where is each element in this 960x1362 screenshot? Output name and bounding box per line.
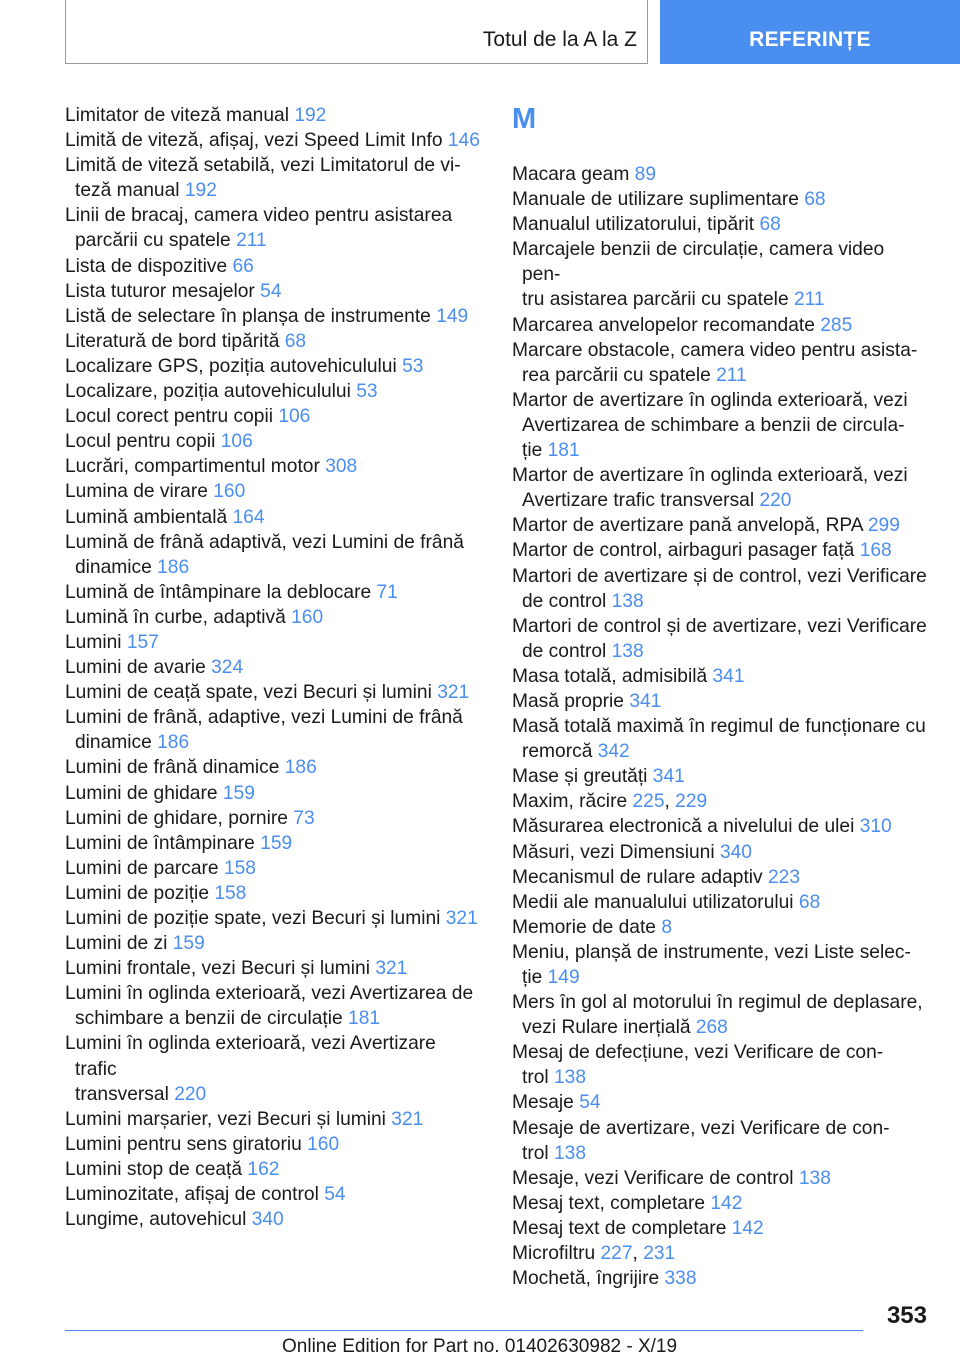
page-reference-link[interactable]: 168 xyxy=(859,540,892,562)
page-reference-link[interactable]: 231 xyxy=(643,1243,676,1265)
page-reference-link[interactable]: 142 xyxy=(731,1217,764,1239)
index-entry-term: Marcajele benzii de circulație, camera video pen- tru asistarea parcării cu spatele xyxy=(512,239,885,311)
index-entry xyxy=(65,1157,480,1182)
index-entry-term: Limitator de viteză manual xyxy=(65,105,289,126)
index-entry-term: Maxim, răcire xyxy=(512,791,628,813)
index-entry-term: Masa totală, admisibilă xyxy=(512,665,708,687)
index-entry xyxy=(512,513,927,538)
index-entry xyxy=(512,1191,927,1216)
index-entry-term: Lumini de avarie xyxy=(65,657,206,679)
page-reference-link[interactable]: 68 xyxy=(798,891,821,913)
page-reference-link[interactable]: 181 xyxy=(348,1008,381,1030)
index-entry xyxy=(65,304,480,329)
index-entry-term: Martor de avertizare pană anvelopă, RPA xyxy=(512,515,863,537)
index-entry-term: Luminozitate, afișaj de control xyxy=(65,1184,319,1206)
page-reference-link[interactable]: 299 xyxy=(867,515,900,537)
page-reference-link[interactable]: 160 xyxy=(213,481,246,503)
page-reference-link[interactable]: 341 xyxy=(652,766,685,788)
index-entry-term: Masă totală maximă în regimul de funcționare cu remorcă xyxy=(512,716,926,763)
index-entry-term: Listă de selectare în planșa de instrumente xyxy=(65,305,431,327)
index-entry-term: Lumini pentru sens giratoriu xyxy=(65,1133,302,1155)
index-entry xyxy=(512,614,927,664)
index-entry xyxy=(65,404,480,429)
index-entry xyxy=(512,865,927,890)
index-entry-term: Lista tuturor mesajelor xyxy=(65,280,255,302)
index-entry xyxy=(512,564,927,614)
index-entry-term: Lumini de întâmpinare xyxy=(65,832,255,854)
page-reference-link[interactable]: 138 xyxy=(554,1142,587,1164)
index-entry-term: Lumini marșarier, vezi Becuri și lumini xyxy=(65,1108,386,1130)
page-reference-link[interactable]: 225 xyxy=(632,791,665,813)
page-reference-link[interactable]: 159 xyxy=(172,933,205,955)
index-entry xyxy=(512,915,927,940)
index-entry-term: Medii ale manualului utilizatorului xyxy=(512,891,794,913)
index-entry-term: Marcare obstacole, camera video pentru asista- rea parcării cu spatele xyxy=(512,339,918,386)
index-entry xyxy=(512,1090,927,1115)
index-entry-term: Mesaje, vezi Verificare de control xyxy=(512,1167,794,1189)
index-entry-term: Lumini în oglinda exterioară, vezi Avertizarea de schimbare a benzii de circulație xyxy=(65,983,474,1030)
footer-divider xyxy=(65,1330,863,1331)
index-entry-term: Limită de viteză, afișaj, vezi Speed Limit Info xyxy=(65,130,443,152)
page-reference-link[interactable]: 340 xyxy=(251,1209,284,1231)
page-reference-link[interactable]: 53 xyxy=(402,355,424,377)
index-entry xyxy=(65,831,480,856)
index-entry xyxy=(65,1182,480,1207)
page-reference-link[interactable]: 220 xyxy=(759,490,792,512)
page-reference-link[interactable]: 66 xyxy=(232,255,254,277)
index-entry-term: Manualul utilizatorului, tipărit xyxy=(512,214,755,236)
index-entry xyxy=(65,479,480,504)
page-reference-link[interactable]: 310 xyxy=(859,816,892,838)
index-entry xyxy=(512,764,927,789)
page-reference-link[interactable]: 341 xyxy=(712,665,745,687)
tab-referinte-label: REFERINȚE xyxy=(749,28,871,51)
index-entry xyxy=(65,1031,480,1106)
page-reference-link[interactable]: 159 xyxy=(222,782,255,804)
index-entry xyxy=(512,814,927,839)
page-reference-link[interactable]: 68 xyxy=(759,214,781,236)
page-reference-link[interactable]: 146 xyxy=(447,130,480,152)
index-entry xyxy=(65,655,480,680)
index-entry-term: Lumini frontale, vezi Becuri și lumini xyxy=(65,958,370,980)
index-entry xyxy=(512,940,927,990)
page-reference-link[interactable]: 138 xyxy=(798,1167,831,1189)
page-reference-link[interactable]: 321 xyxy=(375,958,408,980)
index-entry-term: Literatură de bord tipărită xyxy=(65,330,280,352)
page-reference-link[interactable]: 138 xyxy=(554,1067,587,1089)
index-entry xyxy=(65,454,480,479)
index-entry xyxy=(512,714,927,764)
index-entry xyxy=(65,856,480,881)
index-entry-term: Lumini stop de ceață xyxy=(65,1158,243,1180)
index-entry xyxy=(65,530,480,580)
index-entry xyxy=(512,990,927,1040)
page-reference-link[interactable]: 89 xyxy=(634,164,656,185)
page-reference-link[interactable]: 157 xyxy=(126,631,159,653)
index-entry-term: Martor de control, airbaguri pasager față xyxy=(512,540,855,562)
index-entry xyxy=(65,630,480,655)
index-entry-term: Mers în gol al motorului în regimul de deplasare, vezi Rulare inerțială xyxy=(512,992,923,1039)
index-entry xyxy=(65,128,480,153)
index-entry xyxy=(65,1207,480,1232)
page-reference-link[interactable]: 324 xyxy=(211,657,244,679)
page-reference-link[interactable]: 158 xyxy=(223,857,256,879)
page-reference-link[interactable]: 192 xyxy=(294,105,327,126)
index-entry xyxy=(65,881,480,906)
index-entry-term: Mesaje xyxy=(512,1092,574,1114)
page-reference-link[interactable]: 54 xyxy=(324,1184,346,1206)
index-entry xyxy=(65,1107,480,1132)
index-entry-term: Lungime, autovehicul xyxy=(65,1209,247,1231)
index-entry-term: Lumini de ceață spate, vezi Becuri și lumini xyxy=(65,682,432,704)
index-entry-term: Lumină în curbe, adaptivă xyxy=(65,606,286,628)
page-reference-link[interactable]: 73 xyxy=(293,807,315,829)
index-entry xyxy=(65,605,480,630)
index-entry-term: Lumini de ghidare xyxy=(65,782,218,804)
index-entry xyxy=(65,580,480,605)
index-entry xyxy=(512,689,927,714)
index-entry xyxy=(512,338,927,388)
tab-referinte[interactable] xyxy=(660,0,960,64)
index-entry-term: Martor de avertizare în oglinda exterioară, vezi Avertizarea de schimbare a benzii de circula- ție xyxy=(512,389,908,462)
index-entry-term: Lumini de parcare xyxy=(65,857,219,879)
index-list-right xyxy=(512,162,927,1291)
page-reference-link[interactable]: 186 xyxy=(157,732,190,754)
index-entry-term: Manuale de utilizare suplimentare xyxy=(512,189,799,211)
index-entry-term: Mesaj de defecțiune, vezi Verificare de con- trol xyxy=(512,1042,884,1089)
index-entry-term: Lumini de poziție spate, vezi Becuri și lumini xyxy=(65,908,441,929)
index-entry-term: Mesaje de avertizare, vezi Verificare de con- trol xyxy=(512,1117,890,1164)
index-entry-term: Mochetă, îngrijire xyxy=(512,1268,660,1290)
page-reference-link[interactable]: 54 xyxy=(260,280,282,302)
index-entry-term: Martor de avertizare în oglinda exterioară, vezi Avertizare trafic transversal xyxy=(512,465,908,512)
index-entry xyxy=(65,981,480,1031)
page-reference-link[interactable]: 149 xyxy=(547,967,580,988)
index-entry-term: Măsuri, vezi Dimensiuni xyxy=(512,841,715,863)
index-entry xyxy=(65,505,480,530)
page-reference-link[interactable]: 164 xyxy=(232,506,265,528)
page-reference-link[interactable]: 192 xyxy=(184,180,217,202)
index-entry xyxy=(512,187,927,212)
index-entry xyxy=(65,781,480,806)
page-reference-link[interactable]: 160 xyxy=(307,1133,340,1155)
page-reference-link[interactable]: 285 xyxy=(820,314,853,336)
index-entry xyxy=(512,1040,927,1090)
index-entry xyxy=(512,890,927,915)
index-entry-term: Mesaj text de completare xyxy=(512,1217,727,1239)
header-box xyxy=(65,0,648,64)
page-reference-link[interactable]: 68 xyxy=(284,330,307,352)
index-entry xyxy=(512,237,927,312)
index-entry-term: Masă proprie xyxy=(512,690,624,712)
index-entry-term: Marcarea anvelopelor recomandate xyxy=(512,314,815,336)
page-number: 353 xyxy=(886,1302,927,1329)
page-reference-link[interactable]: 220 xyxy=(174,1083,207,1105)
index-entry xyxy=(65,806,480,831)
index-entry-term: Locul corect pentru copii xyxy=(65,406,273,428)
index-entry-term: Limită de viteză setabilă, vezi Limitatorul de vi- teză manual xyxy=(65,155,461,202)
page-reference-link[interactable]: 227 xyxy=(600,1243,633,1265)
index-entry xyxy=(65,103,480,128)
page-reference-link[interactable]: 321 xyxy=(437,682,470,704)
index-entry xyxy=(512,162,927,187)
page-reference-link[interactable]: 308 xyxy=(325,456,358,478)
index-entry-term: Macara geam xyxy=(512,164,630,185)
index-entry xyxy=(512,463,927,513)
page-reference-link[interactable]: 138 xyxy=(611,640,644,662)
index-entry-term: Memorie de date xyxy=(512,916,656,938)
page-reference-link[interactable]: 342 xyxy=(597,741,630,763)
page-reference-link[interactable]: 223 xyxy=(767,866,800,888)
index-entry-term: Lumini de ghidare, pornire xyxy=(65,807,288,829)
index-entry xyxy=(512,1266,927,1291)
index-entry xyxy=(65,680,480,705)
index-entry-term: Mecanismul de rulare adaptiv xyxy=(512,866,763,888)
page-reference-link[interactable]: 321 xyxy=(445,908,478,929)
index-entry xyxy=(512,664,927,689)
index-entry-term: Lumină de frână adaptivă, vezi Lumini de frână dinamice xyxy=(65,531,464,578)
page-reference-link[interactable]: 159 xyxy=(260,832,293,854)
page-reference-link[interactable]: 186 xyxy=(157,556,190,578)
index-entry-term: Microfiltru xyxy=(512,1243,596,1265)
page-reference-link[interactable]: 211 xyxy=(793,289,825,311)
index-entry-term: Lumină ambientală xyxy=(65,506,228,528)
index-entry xyxy=(65,254,480,279)
page-reference-link[interactable]: 68 xyxy=(804,189,826,211)
page-reference-link[interactable]: 158 xyxy=(214,882,247,904)
index-entry-term: Lumini de zi xyxy=(65,933,168,955)
index-entry-term: Localizare GPS, poziția autovehiculului xyxy=(65,355,397,377)
index-entry xyxy=(512,538,927,563)
page-reference-link[interactable]: 211 xyxy=(716,364,747,386)
page-reference-link[interactable]: 268 xyxy=(695,1017,728,1039)
index-entry xyxy=(65,354,480,379)
index-entry-term: Lumini de frână, adaptive, vezi Lumini de frână dinamice xyxy=(65,707,463,754)
section-title: Totul de la A la Z xyxy=(482,28,637,51)
index-entry-term: Linii de bracaj, camera video pentru asistarea parcării cu spatele xyxy=(65,205,453,252)
page-reference-link[interactable]: 338 xyxy=(664,1268,697,1290)
page-reference-link[interactable]: 341 xyxy=(629,690,662,712)
index-entry-term: Meniu, planșă de instrumente, vezi Liste selec- ție xyxy=(512,941,911,988)
index-entry xyxy=(65,931,480,956)
index-entry-term: Lumini de poziție xyxy=(65,882,209,904)
page-reference-link[interactable]: 186 xyxy=(284,757,317,779)
footer-edition: Online Edition for Part no. 01402630982 - X/19 xyxy=(282,1336,678,1357)
page-reference-link[interactable]: 321 xyxy=(391,1108,424,1130)
index-entry xyxy=(65,279,480,304)
index-entry-term: Lucrări, compartimentul motor xyxy=(65,456,320,478)
index-entry xyxy=(65,956,480,981)
index-entry-term: Mase și greutăți xyxy=(512,766,648,788)
index-entry xyxy=(65,705,480,755)
index-entry xyxy=(512,1116,927,1166)
page-reference-link[interactable]: 71 xyxy=(376,581,398,603)
index-entry xyxy=(65,329,480,354)
index-entry: Maxim, răcire 225, 229 xyxy=(512,791,708,813)
index-entry xyxy=(65,429,480,454)
index-entry xyxy=(512,1216,927,1241)
page-reference-link[interactable]: 340 xyxy=(719,841,752,863)
page-reference-link[interactable]: 162 xyxy=(247,1158,280,1180)
page-reference-link[interactable]: 211 xyxy=(236,230,267,252)
index-entry-term: Lumina de virare xyxy=(65,481,208,503)
index-entry xyxy=(512,388,927,463)
index-entry-term: Lumini în oglinda exterioară, vezi Avertizare trafic transversal xyxy=(65,1033,436,1105)
section-letter: M xyxy=(512,103,537,135)
index-entry xyxy=(512,212,927,237)
page-reference-link[interactable]: 138 xyxy=(611,590,644,612)
page-reference-link[interactable]: 181 xyxy=(547,440,580,462)
index-entry xyxy=(65,1132,480,1157)
index-entry-term: Localizare, poziția autovehiculului xyxy=(65,381,351,403)
index-entry-term: Lista de dispozitive xyxy=(65,255,228,277)
index-entry-term: Locul pentru copii xyxy=(65,431,216,453)
index-entry: Microfiltru 227, 231 xyxy=(512,1243,676,1265)
index-entry xyxy=(65,153,480,203)
page-reference-link[interactable]: 229 xyxy=(675,791,708,813)
page-reference-link[interactable]: 149 xyxy=(436,305,469,327)
index-entry xyxy=(65,203,480,253)
page-reference-link[interactable]: 54 xyxy=(579,1092,601,1114)
index-entry xyxy=(65,906,480,931)
page-reference-link[interactable]: 142 xyxy=(710,1192,743,1214)
index-entry-term: Lumini de frână dinamice xyxy=(65,757,280,779)
index-entry-term: Mesaj text, completare xyxy=(512,1192,706,1214)
index-entry xyxy=(65,379,480,404)
index-entry xyxy=(65,755,480,780)
page-reference-link[interactable]: 8 xyxy=(661,916,672,938)
index-entry xyxy=(512,1166,927,1191)
index-entry-term: Lumină de întâmpinare la deblocare xyxy=(65,581,372,603)
index-entry-term: Măsurarea electronică a nivelului de ulei xyxy=(512,816,855,838)
index-column-right xyxy=(512,103,927,1291)
index-entry xyxy=(512,313,927,338)
index-entry-term: Martori de avertizare și de control, vezi Verificare de control xyxy=(512,565,927,612)
index-entry-term: Lumini xyxy=(65,631,122,653)
page-reference-link[interactable]: 53 xyxy=(356,381,378,403)
page-reference-link[interactable]: 160 xyxy=(291,606,324,628)
page-reference-link[interactable]: 106 xyxy=(220,431,253,453)
index-column-left xyxy=(65,103,480,1232)
index-entry xyxy=(512,840,927,865)
index-entry-term: Martori de control și de avertizare, vezi Verificare de control xyxy=(512,615,927,662)
page-reference-link[interactable]: 106 xyxy=(278,406,311,428)
